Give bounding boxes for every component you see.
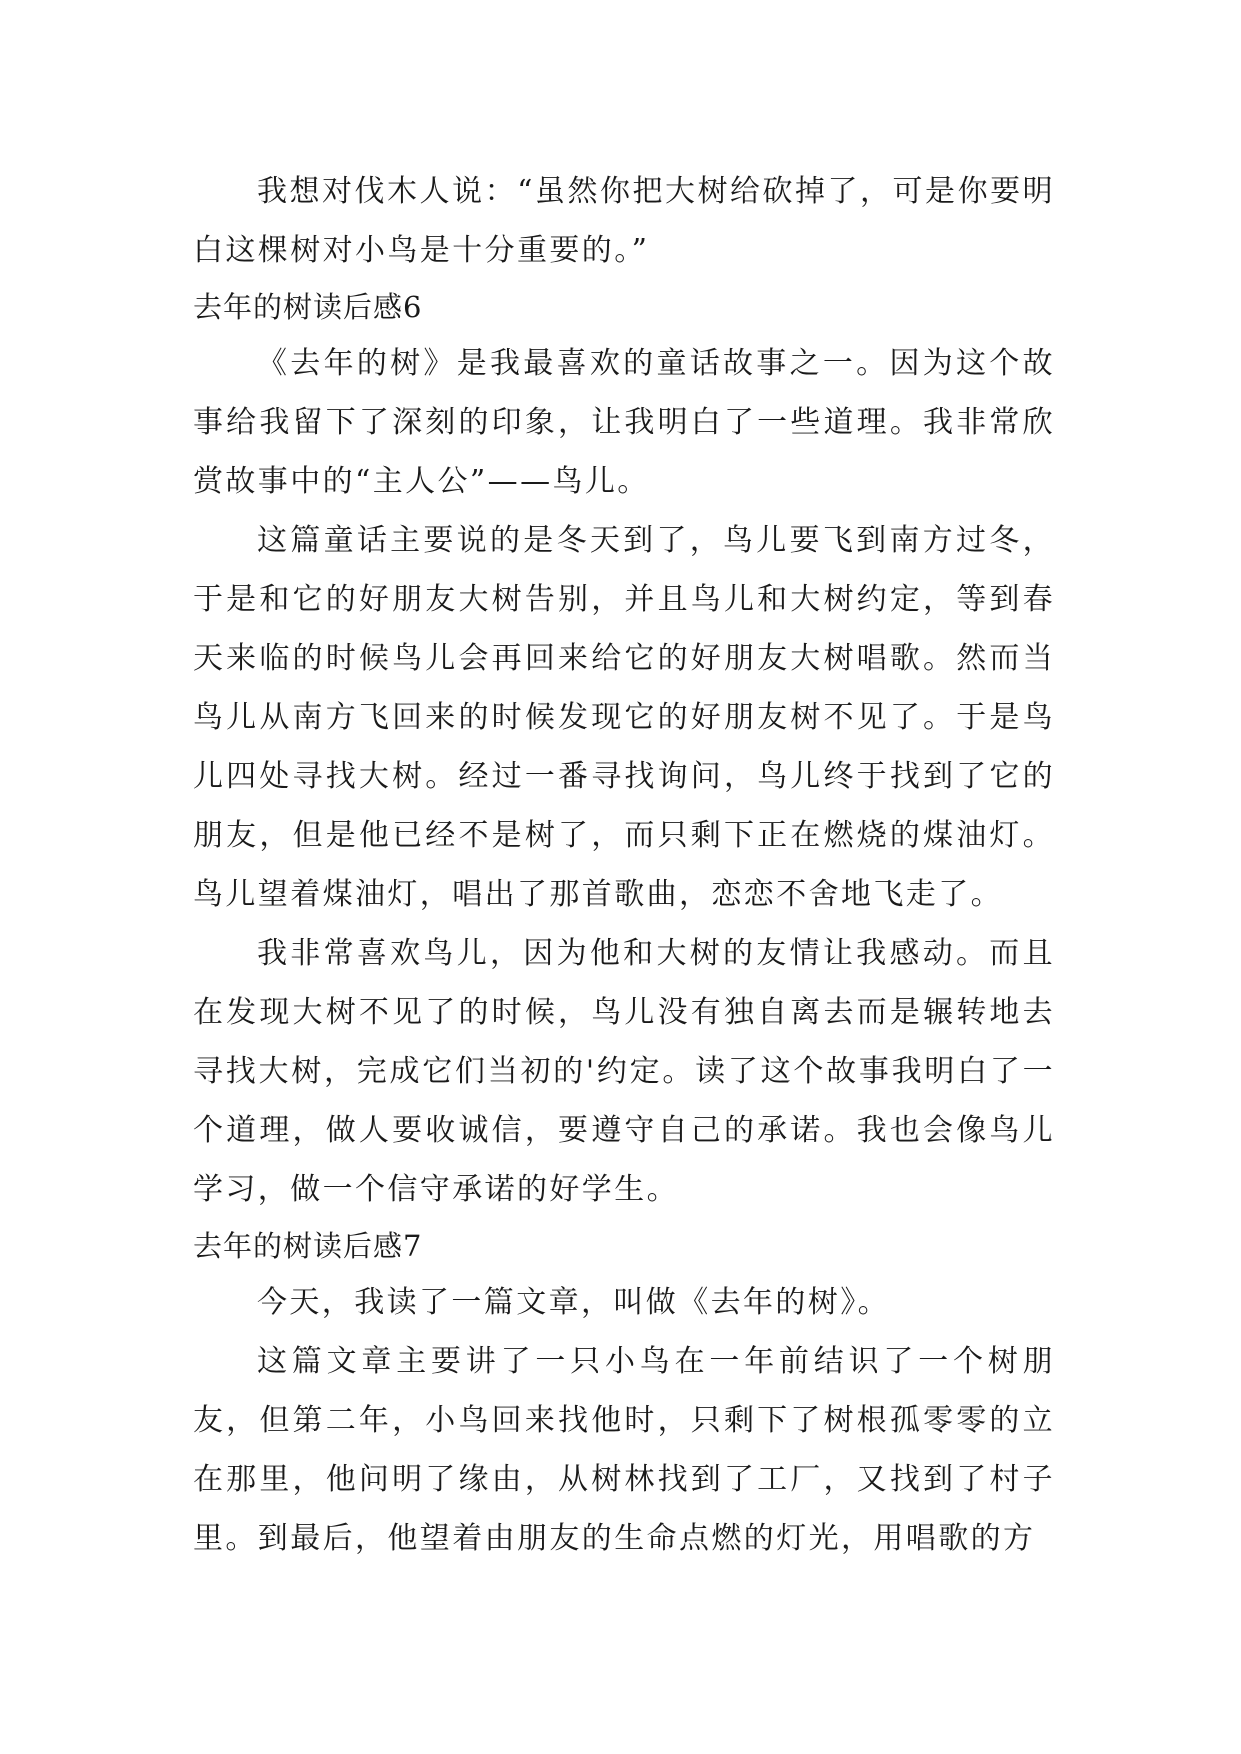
paragraph-today-read: 今天，我读了一篇文章，叫做《去年的树》。 (257, 1285, 890, 1320)
paragraph-story-summary: 这篇童话主要说的是冬天到了，鸟儿要飞到南方过冬，于是和它的好朋友大树告别，并且鸟儿和大树约定，等到春天来临的时候鸟儿会再回来给它的好朋友大树唱歌。然而当鸟儿从南方飞回来的时候发现它的好朋友树不见了。于是鸟儿四处寻找大树。经过一番寻找询问，鸟儿终于找到了它的朋友，但是他已经不是树了，而只剩下正在燃烧的煤油灯。鸟儿望着煤油灯，唱出了那首歌曲，恋恋不舍地飞走了。 (193, 523, 1055, 912)
paragraph-woodcutter-message: 我想对伐木人说：“虽然你把大树给砍掉了，可是你要明白这棵树对小鸟是十分重要的。” (193, 174, 1055, 268)
paragraph-lesson-learned: 我非常喜欢鸟儿，因为他和大树的友情让我感动。而且在发现大树不见了的时候，鸟儿没有独自离去而是辗转地去寻找大树，完成它们当初的'约定。读了这个故事我明白了一个道理，做人要收诚信，要遵守自己的承诺。我也会像鸟儿学习，做一个信守承诺的好学生。 (193, 936, 1055, 1207)
paragraph-favorite-story: 《去年的树》是我最喜欢的童话故事之一。因为这个故事给我留下了深刻的印象，让我明白了一些道理。我非常欣赏故事中的“主人公”——鸟儿。 (193, 346, 1055, 499)
paragraph-article-summary: 这篇文章主要讲了一只小鸟在一年前结识了一个树朋友，但第二年，小鸟回来找他时，只剩下了树根孤零零的立在那里，他问明了缘由，从树林找到了工厂，又找到了村子里。到最后，他望着由朋友的生命点燃的灯光，用唱歌的方 (193, 1344, 1055, 1556)
document-body (193, 162, 1055, 1568)
section-heading-7: 去年的树读后感7 (193, 1229, 423, 1263)
section-heading-6: 去年的树读后感6 (193, 290, 423, 324)
